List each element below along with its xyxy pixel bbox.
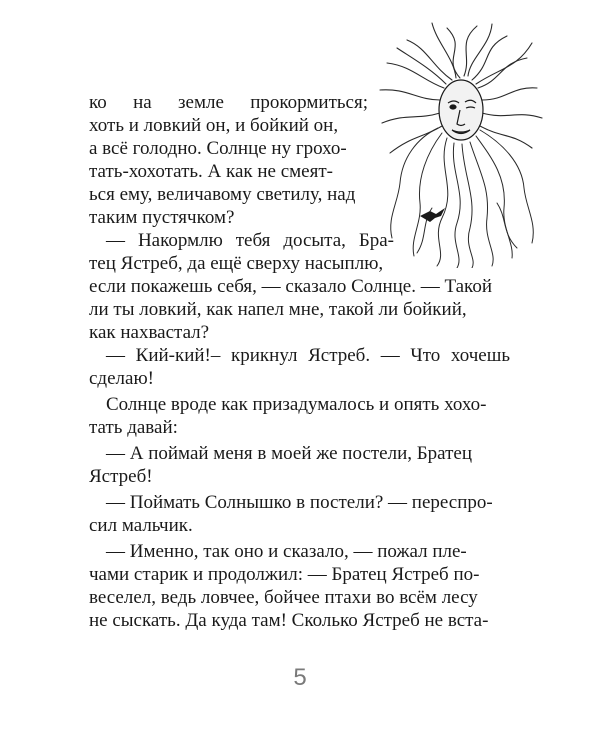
text-line: — Накормлю тебя досыта, Бра- — [106, 230, 394, 251]
text-line: не сыскать. Да куда там! Сколько Ястреб не вста- — [89, 610, 489, 631]
text-line: — Кий-кий!– крикнул Ястреб. — Что хочешь — [106, 345, 510, 366]
beard-strands — [391, 128, 534, 268]
text-line: тец Ястреб, да ещё сверху насыплю, — [89, 253, 384, 274]
text-line: ли ты ловкий, как напел мне, такой ли бойкий, — [89, 299, 467, 320]
text-line: Солнце вроде как призадумалось и опять хохо- — [106, 394, 487, 415]
text-line: таким пустячком? — [89, 207, 235, 228]
text-line: ься ему, величавому светилу, над — [89, 184, 356, 205]
text-line: — А поймай меня в моей же постели, Братец — [106, 443, 473, 464]
face — [439, 80, 483, 140]
page-number: 5 — [293, 664, 307, 691]
text-line: чами старик и продолжил: — Братец Ястреб по- — [89, 564, 480, 585]
text-line: — Поймать Солнышко в постели? — переспро- — [106, 492, 493, 513]
text-line: тать-хохотать. А как не смеят- — [89, 161, 333, 182]
text-line: а всё голодно. Солнце ну грохо- — [89, 138, 347, 159]
text-line: сделаю! — [89, 368, 154, 389]
text-line: ко на земле прокормиться; — [89, 92, 368, 113]
text-line: — Именно, так оно и сказало, — пожал пле- — [106, 541, 467, 562]
text-line: как нахвастал? — [89, 322, 210, 343]
sun-face-icon — [372, 18, 547, 268]
text-line: если покажешь себя, — сказало Солнце. — Такой — [89, 276, 492, 297]
text-line: веселел, ведь ловчее, бойчее птахи во всём лесу — [89, 587, 478, 608]
text-line: Ястреб! — [89, 466, 153, 487]
sun-face-illustration — [372, 18, 547, 268]
text-line: хоть и ловкий он, и бойкий он, — [89, 115, 339, 136]
text-line: тать давай: — [89, 417, 178, 438]
text-line: сил мальчик. — [89, 515, 193, 536]
